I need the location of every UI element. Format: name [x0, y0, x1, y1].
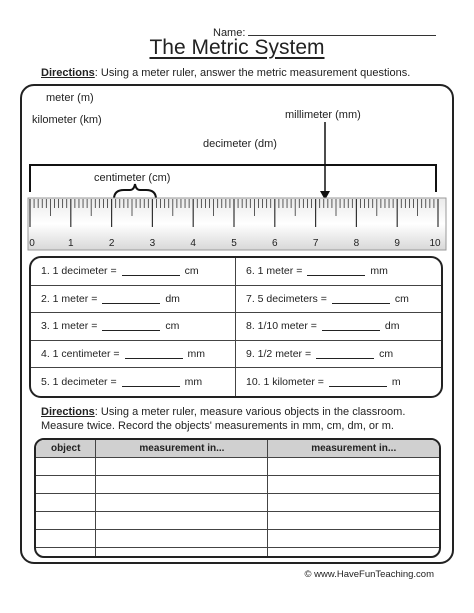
question-unit: mm [370, 265, 388, 278]
table-cell[interactable] [268, 547, 439, 556]
column-header-measurement-2: measurement in... [268, 440, 439, 457]
table-cell[interactable] [96, 511, 268, 529]
answer-blank[interactable] [122, 377, 180, 387]
question-item [31, 313, 236, 341]
measurement-table [36, 440, 439, 556]
ruler-number: 2 [108, 238, 115, 249]
ruler-number: 8 [353, 238, 360, 249]
table-cell[interactable] [268, 511, 439, 529]
question-item [31, 286, 236, 314]
question-prompt: 8. 1/10 meter = [246, 320, 317, 333]
table-cell[interactable] [268, 493, 439, 511]
table-header-row [36, 440, 439, 457]
directions-2-text: : Using a meter ruler, measure various objects in the classroom. Measure twice. Record the objects' measurements in mm, cm, dm, or m. [41, 406, 406, 432]
question-unit: dm [384, 320, 400, 333]
measurement-table-box [34, 438, 441, 558]
directions-2 [41, 405, 441, 433]
answer-blank[interactable] [332, 294, 390, 304]
ruler-number: 5 [231, 238, 237, 249]
question-prompt: 7. 5 decimeters = [246, 292, 327, 305]
answer-blank[interactable] [322, 321, 380, 331]
question-unit: cm [394, 292, 409, 305]
questions-box [29, 256, 443, 398]
ruler-number: 10 [429, 238, 441, 249]
answer-blank[interactable] [122, 266, 180, 276]
table-cell[interactable] [96, 457, 268, 475]
question-item [236, 258, 441, 286]
question-item [31, 341, 236, 369]
table-cell[interactable] [268, 529, 439, 547]
directions-2-label: Directions [41, 406, 95, 418]
page-title: The Metric System [149, 36, 325, 59]
ruler-number: 6 [272, 238, 278, 249]
answer-blank[interactable] [102, 321, 160, 331]
table-cell[interactable] [36, 529, 96, 547]
unit-centimeter: centimeter (cm) [94, 172, 171, 184]
question-item [236, 313, 441, 341]
ruler-body [28, 198, 446, 250]
question-item [236, 286, 441, 314]
table-cell[interactable] [96, 475, 268, 493]
table-body [36, 457, 439, 556]
table-cell[interactable] [96, 529, 268, 547]
table-cell[interactable] [268, 475, 439, 493]
question-unit: dm [165, 292, 180, 305]
centimeter-brace [114, 184, 156, 199]
question-prompt: 4. 1 centimeter = [41, 348, 120, 361]
answer-blank[interactable] [329, 377, 387, 387]
answer-blank[interactable] [307, 266, 365, 276]
question-prompt: 3. 1 meter = [41, 320, 98, 333]
table-cell[interactable] [36, 493, 96, 511]
table-row [36, 529, 439, 547]
table-row [36, 493, 439, 511]
question-unit: cm [184, 265, 199, 278]
unit-millimeter: millimeter (mm) [285, 109, 361, 121]
answer-blank[interactable] [102, 294, 160, 304]
question-unit: cm [379, 348, 394, 361]
column-header-object: object [36, 440, 96, 457]
table-row [36, 511, 439, 529]
ruler-number: 0 [29, 238, 35, 249]
question-unit: m [391, 376, 401, 389]
question-unit: mm [187, 348, 205, 361]
answer-blank[interactable] [125, 349, 183, 359]
column-header-measurement-1: measurement in... [96, 440, 268, 457]
ruler-number: 1 [68, 238, 74, 249]
questions-grid [31, 258, 441, 396]
table-cell[interactable] [36, 475, 96, 493]
table-cell[interactable] [96, 493, 268, 511]
question-prompt: 1. 1 decimeter = [41, 265, 117, 278]
question-prompt: 2. 1 meter = [41, 292, 98, 305]
decimeter-bracket [30, 165, 436, 192]
question-item [236, 368, 441, 396]
ruler-number: 4 [190, 238, 196, 249]
copyright-footer: © www.HaveFunTeaching.com [304, 569, 434, 580]
table-row [36, 475, 439, 493]
question-item [236, 341, 441, 369]
ruler-number: 9 [394, 238, 400, 249]
table-row [36, 547, 439, 556]
name-label: Name: [213, 27, 246, 39]
table-cell[interactable] [36, 457, 96, 475]
ruler-number: 7 [312, 238, 319, 249]
table-cell[interactable] [96, 547, 268, 556]
ruler-number: 3 [149, 238, 156, 249]
question-prompt: 5. 1 decimeter = [41, 376, 117, 389]
question-prompt: 6. 1 meter = [246, 265, 303, 278]
question-prompt: 10. 1 kilometer = [246, 376, 324, 389]
question-item [31, 258, 236, 286]
table-cell[interactable] [268, 457, 439, 475]
unit-decimeter: decimeter (dm) [203, 138, 277, 150]
table-cell[interactable] [36, 511, 96, 529]
question-unit: cm [165, 320, 180, 333]
answer-blank[interactable] [316, 349, 374, 359]
question-unit: mm [184, 376, 203, 389]
directions-1-text: : Using a meter ruler, answer the metric measurement questions. [94, 67, 411, 79]
table-row [36, 457, 439, 475]
unit-kilometer: kilometer (km) [32, 114, 102, 126]
question-item [31, 368, 236, 396]
table-cell[interactable] [36, 547, 96, 556]
unit-meter: meter (m) [46, 92, 94, 104]
directions-1-label: Directions [41, 67, 95, 79]
question-prompt: 9. 1/2 meter = [246, 348, 312, 361]
